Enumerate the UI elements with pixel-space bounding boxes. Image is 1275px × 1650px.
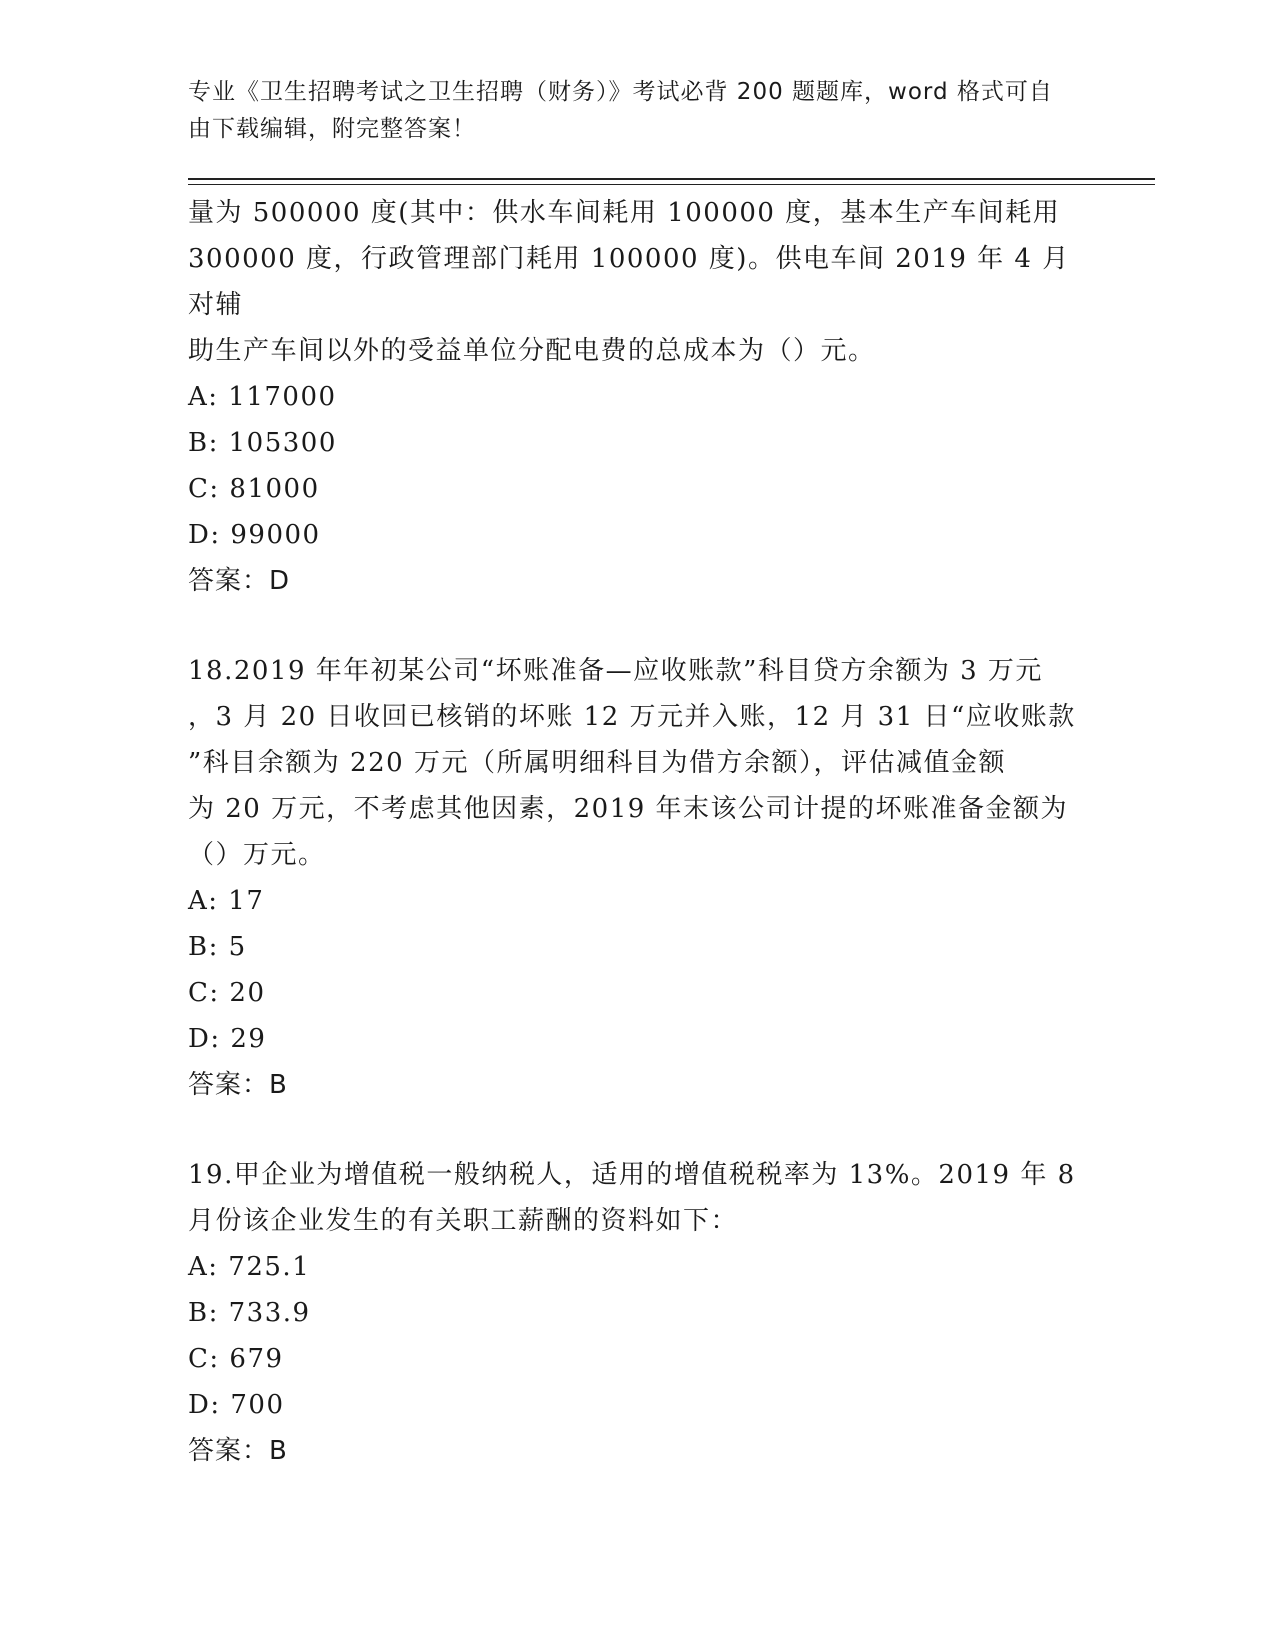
option-d: D: 29 <box>188 1024 267 1054</box>
option-c: C: 81000 <box>188 474 320 504</box>
option-a: A: 117000 <box>188 382 337 412</box>
question-text-line: 助生产车间以外的受益单位分配电费的总成本为（）元。 <box>188 336 876 366</box>
question-text-line: （）万元。 <box>188 840 326 870</box>
question-list <box>188 190 1088 1474</box>
option-b: B: 5 <box>188 932 247 962</box>
question-block <box>188 648 1088 1108</box>
option-b: B: 105300 <box>188 428 337 458</box>
option-c: C: 20 <box>188 978 266 1008</box>
option-a: A: 725.1 <box>188 1252 311 1282</box>
header-line-1: 专业《卫生招聘考试之卫生招聘（财务）》考试必背 200 题题库，word 格式可自 <box>188 79 1053 105</box>
question-text-line: 月份该企业发生的有关职工薪酬的资料如下： <box>188 1206 739 1236</box>
question-text-line: ”科目余额为 220 万元（所属明细科目为借方余额），评估减值金额 <box>188 748 1006 778</box>
header-rule-thin <box>188 184 1155 185</box>
header-rule-thick <box>188 178 1155 180</box>
answer-line: 答案：B <box>188 1436 288 1466</box>
answer-line: 答案：B <box>188 1070 288 1100</box>
option-c: C: 679 <box>188 1344 284 1374</box>
question-text-line: 量为 500000 度(其中：供水车间耗用 100000 度，基本生产车间耗用 <box>188 198 1061 228</box>
question-block <box>188 1152 1088 1474</box>
header-line-2: 由下载编辑，附完整答案！ <box>188 116 476 142</box>
question-text-line: 为 20 万元，不考虑其他因素，2019 年末该公司计提的坏账准备金额为 <box>188 794 1069 824</box>
question-text-line: 18.2019 年年初某公司“坏账准备—应收账款”科目贷方余额为 3 万元 <box>188 656 1043 686</box>
question-text-line: 300000 度，行政管理部门耗用 100000 度)。供电车间 2019 年 4 月对辅 <box>188 244 1070 320</box>
question-block <box>188 190 1088 604</box>
option-d: D: 99000 <box>188 520 321 550</box>
option-a: A: 17 <box>188 886 265 916</box>
question-text-line: ，3 月 20 日收回已核销的坏账 12 万元并入账，12 月 31 日“应收账款 <box>188 702 1076 732</box>
option-d: D: 700 <box>188 1390 285 1420</box>
document-header <box>188 74 1068 148</box>
answer-line: 答案：D <box>188 566 291 596</box>
option-b: B: 733.9 <box>188 1298 311 1328</box>
question-text-line: 19.甲企业为增值税一般纳税人，适用的增值税税率为 13%。2019 年 8 <box>188 1160 1076 1190</box>
